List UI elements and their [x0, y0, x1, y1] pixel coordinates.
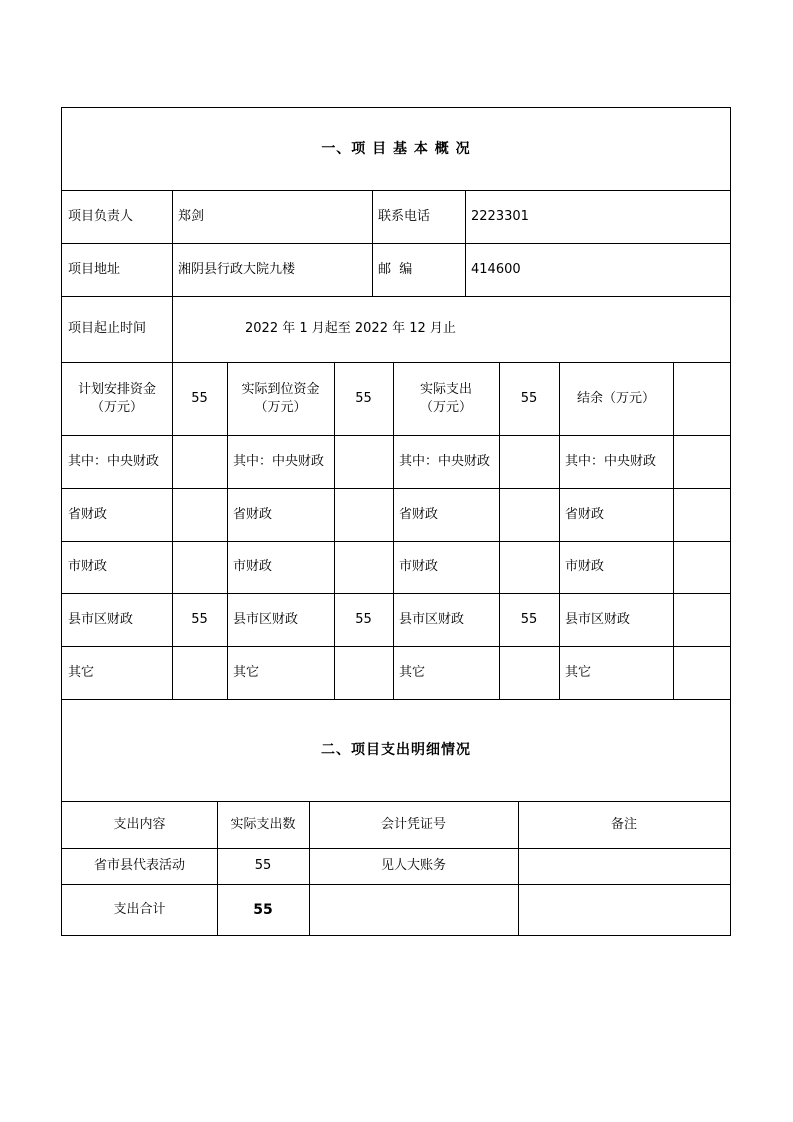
funds-row-value — [334, 488, 393, 541]
expense-total-remark — [518, 884, 730, 935]
expense-header-remark: 备注 — [610, 816, 637, 832]
funds-row-value: 55 — [355, 611, 372, 627]
project-table — [61, 107, 731, 936]
funds-row-label: 其它 — [68, 664, 95, 680]
expense-header-content: 支出内容 — [113, 816, 166, 832]
spent-funds-value: 55 — [520, 390, 538, 406]
funds-row-value — [172, 541, 227, 593]
funds-row-value — [172, 646, 227, 699]
funds-row-label: 其中：中央财政 — [565, 453, 657, 469]
funds-row-label: 县市区财政 — [233, 611, 299, 627]
funds-row-value — [172, 435, 227, 488]
received-funds-label: 实际到位资金 （万元） — [241, 381, 320, 415]
postcode-label: 邮 编 — [378, 261, 413, 277]
funds-row-value: 55 — [520, 611, 538, 627]
address-label: 项目地址 — [68, 261, 121, 277]
funds-row-label: 县市区财政 — [399, 611, 465, 627]
funds-row-label: 县市区财政 — [68, 611, 134, 627]
funds-row-label: 其它 — [233, 664, 260, 680]
postcode-value: 414600 — [471, 261, 521, 277]
funds-row-label: 其中：中央财政 — [68, 453, 160, 469]
spent-funds-label: 实际支出 （万元） — [419, 381, 472, 415]
funds-row-value — [334, 541, 393, 593]
funds-row-label: 市财政 — [399, 559, 439, 574]
expense-voucher: 见人大账务 — [380, 858, 446, 873]
funds-row-label: 省财政 — [399, 506, 439, 522]
expense-header-voucher: 会计凭证号 — [380, 816, 446, 832]
expense-total-label: 支出合计 — [113, 901, 166, 917]
funds-row-label: 省财政 — [233, 506, 273, 522]
section2-title: 二、项目支出明细情况 — [321, 742, 471, 758]
funds-row-value — [334, 435, 393, 488]
received-funds-value: 55 — [355, 390, 372, 406]
funds-row-value — [499, 435, 559, 488]
address-value: 湘阴县行政大院九楼 — [178, 261, 296, 277]
funds-row-value — [673, 488, 730, 541]
funds-row-label: 其中：中央财政 — [233, 453, 325, 469]
funds-row-label: 其它 — [565, 664, 592, 680]
funds-row-value: 55 — [191, 611, 208, 627]
planned-funds-value: 55 — [191, 390, 208, 406]
period-label: 项目起止时间 — [68, 321, 147, 336]
expense-remark — [518, 848, 730, 884]
funds-row-value — [499, 541, 559, 593]
funds-row-label: 市财政 — [233, 559, 273, 574]
manager-value: 郑剑 — [178, 208, 205, 224]
expense-total-voucher — [309, 884, 518, 935]
expense-content: 省市县代表活动 — [93, 858, 185, 873]
funds-row-value — [673, 646, 730, 699]
expense-total-amount: 55 — [253, 901, 273, 918]
funds-row-value — [334, 646, 393, 699]
funds-row-value — [673, 593, 730, 646]
balance-label: 结余（万元） — [576, 390, 655, 406]
funds-row-value — [499, 488, 559, 541]
funds-row-label: 其中：中央财政 — [399, 453, 491, 469]
funds-row-value — [499, 646, 559, 699]
funds-row-label: 县市区财政 — [565, 611, 631, 627]
manager-label: 项目负责人 — [68, 208, 134, 224]
funds-row-label: 市财政 — [565, 559, 605, 574]
funds-row-value — [673, 435, 730, 488]
planned-funds-label: 计划安排资金 （万元） — [77, 381, 156, 415]
funds-row-label: 省财政 — [68, 506, 108, 522]
phone-value: 2223301 — [471, 208, 529, 224]
funds-row-value — [172, 488, 227, 541]
period-value: 2022 年 1 月起至 2022 年 12 月止 — [245, 321, 456, 336]
funds-row-label: 市财政 — [68, 559, 108, 574]
funds-row-label: 其它 — [399, 664, 426, 680]
balance-value — [673, 362, 730, 435]
funds-row-label: 省财政 — [565, 506, 605, 522]
funds-row-value — [673, 541, 730, 593]
phone-label: 联系电话 — [378, 208, 431, 224]
expense-amount: 55 — [254, 858, 272, 873]
expense-header-amount: 实际支出数 — [230, 816, 296, 832]
section1-title: 一、项 目 基 本 概 况 — [321, 141, 471, 157]
